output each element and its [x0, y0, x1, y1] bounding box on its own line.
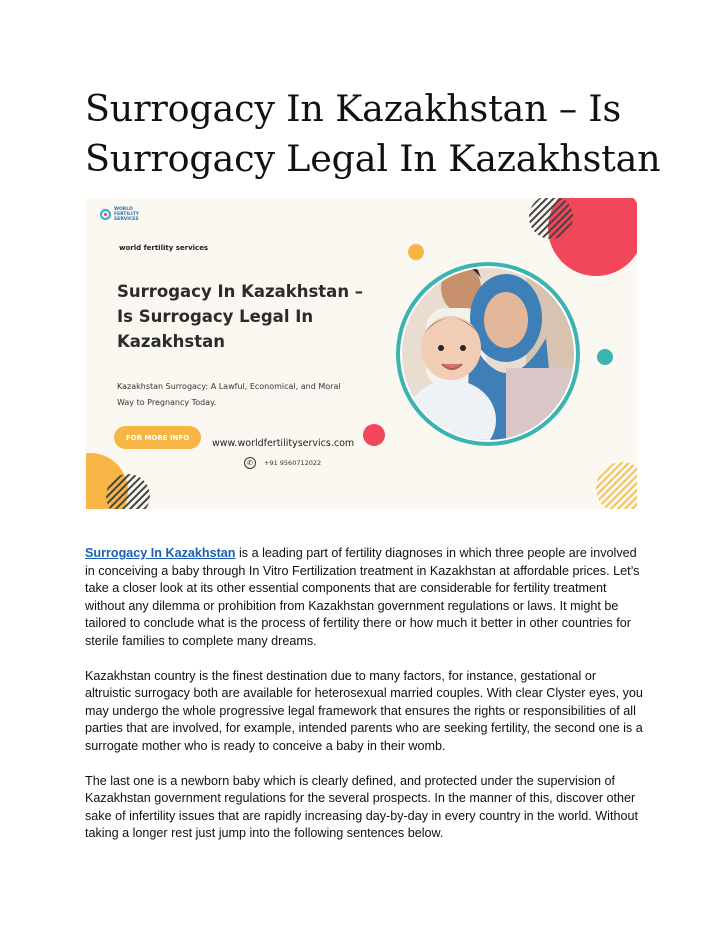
website-url: www.worldfertilityservics.com — [212, 438, 355, 449]
banner-image — [86, 198, 637, 509]
logo-icon — [100, 209, 111, 220]
yellow-striped-decoration — [596, 462, 637, 509]
page-title: Surrogacy In Kazakhstan – Is Surrogacy Legal In Kazakhstan — [85, 87, 661, 180]
article-body — [85, 545, 645, 860]
surrogacy-kazakhstan-link[interactable]: Surrogacy In Kazakhstan — [85, 546, 236, 560]
more-info-button[interactable]: FOR MORE INFO — [114, 426, 201, 449]
yellow-dot-decoration — [408, 244, 424, 260]
paragraph-3: The last one is a newborn baby which is clearly defined, and protected under the supervision of Kazakhstan government regulations for the several prospects. In the manner of this, discover other sake of infertility issues that are rapidly increasing day-by-day in every country in the world. Without taking a longer rest just jump into the following sentences below. — [85, 773, 638, 841]
brand-logo — [100, 207, 154, 222]
phone-number: +91 9560712022 — [264, 459, 322, 467]
banner-heading: Surrogacy In Kazakhstan – Is Surrogacy Legal In Kazakhstan — [117, 282, 364, 351]
coral-dot-decoration — [363, 424, 385, 446]
logo-text: WORLD FERTILITY SERVICES — [114, 207, 140, 222]
phone-icon: ✆ — [244, 457, 256, 469]
phone-contact — [244, 457, 321, 469]
teal-dot-decoration — [597, 349, 613, 365]
organization-name: world fertility services — [119, 244, 209, 252]
paragraph-2: Kazakhstan country is the finest destination due to many factors, for instance, gestational or altruistic surrogacy both are available for heterosexual married couples. With clear Clyster eyes, you may undergo the whole progressive legal framework that ensures the rights or responsibilities of all parties that are involved, for example, intended parents who are seeking fertility, the second one is a surrogate mother who is ready to conceive a baby in their womb. — [85, 668, 643, 753]
paragraph-1-text: is a leading part of fertility diagnoses in which three people are involved in conceiving a baby through In Vitro Fertilization treatment in Kazakhstan at affordable prices. Let’s take a closer look at its other essential components that are considerable for fertility treatment without any dilemma or prohibition from Kazakhstan government regulations or laws. It might be tailored to conclude what is the process of fertility there or how much it better in other countries for sterile families to complete many dreams. — [85, 546, 640, 648]
paragraph-1 — [85, 545, 645, 651]
banner-subtitle: Kazakhstan Surrogacy: A Lawful, Economical, and Moral Way to Pregnancy Today. — [117, 382, 341, 407]
